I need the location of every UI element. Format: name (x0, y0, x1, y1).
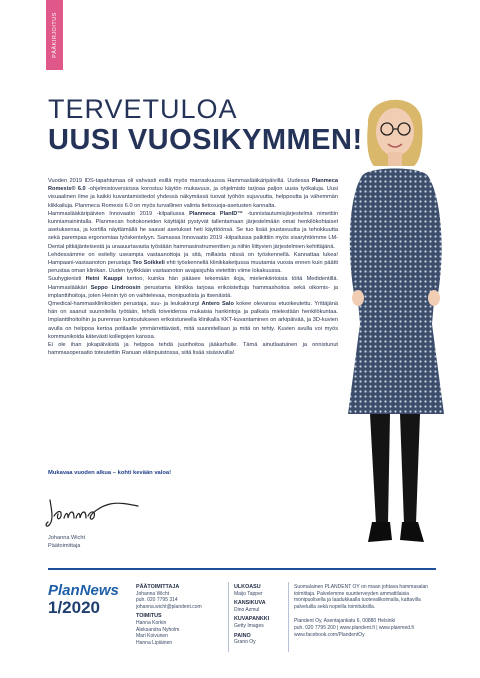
plannews-logo (48, 582, 119, 618)
company-description: Suomalainen PLANDENT OY on maan johtava hammasalan toimittaja. Palvelemme suunterveyden ammattilaisia monipuolisella ja laadukkaalla tuotevalikoimalla, kattavilla palveluilla sekä nopeilla toimituksilla. (294, 584, 429, 610)
footer-divider (48, 568, 436, 570)
signature-role: Päätoimittaja (48, 543, 81, 549)
highlighted-name: Seppo Lindroosin (90, 284, 141, 291)
signature-block (48, 534, 85, 550)
paragraph-1: Vuoden 2019 IDS-tapahtumaa oli vahvasti esillä myös marraskuussa Hammaslääkäripäivillä. Uudessa Planmeca Romexis® 6.0 -ohjelmistoversiossa korostuu käytön mukavuus, ja ohjelmisto tarjoaa paljon uusia työkaluja. Uusi visuaalinen ilme ja kaikki kuvantamistiedot yhdessä näkymässä tuovat työhön sujuvuutta, helppoutta ja vähemmän klikkailuja. Planmeca Romexis 6.0 on myös turvallinen valinta tietosuoja-asetusten kannalta. (48, 178, 338, 209)
paragraph-6: Ei ole ihan jokapäiväistä ja helppoa tehdä juurihoitoa jääkarhulle. Tämä ainutlaatuinen ja onnistunut hammasoperaatio toteutettiin Ranuan eläinpuistossa, siitä lisää sisäsivuilla! (48, 342, 338, 357)
title-line-2: UUSI VUOSIKYMMEN! (48, 124, 363, 156)
editorial-line: Mari Koivunen (136, 633, 168, 640)
paragraph-2: Hammaslääkäripäivien Innovaatio 2019 -kilpailussa Planmeca PlanID™ -tunnistautumisjärjestelmä nimettiin kunniamainintalla. Planmecan hoitokoneiden käyttäjät pystyvät tallentamaan järjestelmään omat henkilökohtaiset asetuksensa, ja kortilla näyttämällä he saavat asetukset heti käyttöönsä. Se tuo lisää joustavuutta ja tehokkuutta sekä parempaa ergonomiaa työskentelyyn. Samassa Innovaatio 2019 -kilpailussa palkittiin myös sisaryhtiömme LM-Dental pitkäjänteisestä ja uraauurtavasta työstään hammasinstrumenttien ja niihin liittyvien järjestelmien kehittäjänä. (48, 210, 338, 250)
logo-news: News (79, 582, 119, 599)
highlighted-name: Antero Salo (201, 301, 234, 308)
highlighted-name: Planmeca Romexis® 6.0 (48, 178, 338, 193)
signature-image (44, 492, 144, 532)
portrait-photo (328, 84, 460, 564)
production-heading: PAINO (234, 632, 251, 639)
company-contact-line: puh. 020 7795 200 | www.plandent.fi | www.planmed.fi (294, 624, 414, 631)
article-body (48, 177, 338, 357)
production-line: Getty Images (234, 622, 264, 629)
footer-separator-1 (228, 582, 229, 652)
highlighted-name: Planmeca PlanID™ (189, 210, 243, 217)
logo-plan: Plan (48, 582, 80, 599)
closing-line: Mukavaa vuoden alkua – kohti kevään valoa! (48, 470, 172, 476)
editorial-line: puh. 020 7795 314 (136, 597, 178, 604)
footer-separator-2 (288, 582, 289, 652)
editorial-line: johanna.wicht@plandent.com (136, 603, 202, 610)
footer-col-production (234, 584, 286, 646)
footer-col-company (294, 584, 440, 638)
editorial-line: Hanna Lipiäinen (136, 639, 173, 646)
paragraph-5: Qmedical-hammasklinikoiden perustaja, suu- ja leukakirurgi Antero Salo kokee olevansa etuoikeutettu. Yrittäjänä hän on saanut suunnitella työtään, tehdä toiveidensa mukaisia hankintoja ja palkata mielestään henkilökuntaa. Implanttihoitoihin ja purennan kuntoutukseen erikoistuneella klinikalla KKT-kuvantaminen on arkipäivää, ja 3D-kuvien avulla on helppoa kertoa potilaalle ymmärrettävästi, mitä suunnitellaan ja mitä on tehty. Kuvien avulla voi myös kommunikoida kätevästi kollegojen kanssa. (48, 301, 338, 340)
production-line: Grano Oy (234, 639, 256, 646)
paragraph-3: Lehdessämme on esitelty useampia vastaanottoja ja sitä, millaista niissä on työskennellä. Kannattaa lukea! Hampaani-vastaanoton perustaja Teo Soikkeli ehti työskennellä klinikkaketjussa muutamia vuosia ennen kuin päätti perustaa oman klinikan. Uuden tyylikkään vastaanoton avajaisjuhla vietettiin viime lokakuussa. (48, 251, 339, 275)
title-line-1: TERVETULOA (48, 94, 238, 124)
highlighted-name: Heini Kauppi (85, 276, 123, 283)
paragraph-4: Suuhygienisti Heini Kauppi kertoo, kuinka hän pääsee tekemään iloja, mielenkiintoisia töitä Medidentillä. Hammaslääkäri Seppo Lindroosin perustama klinikka tarjoaa erikoistettuja hammashoitoa sekä oikomis- ja implanttihoitoja, joten Heinin työ on vaihtelevaa, monipuolista ja itsenäistä. (48, 276, 339, 299)
issue-number: 1/2020 (48, 598, 100, 617)
section-tab (46, 0, 63, 70)
editorial-line: Aleksandra Nyholm (136, 626, 180, 633)
company-contact-line: Plandent Oy, Asentajankatu 6, 00880 Helsinki (294, 618, 396, 625)
signature-name: Johanna Wicht (48, 535, 86, 541)
production-heading: ULKOASU (234, 584, 261, 590)
editorial-line: Hanna Korkin (136, 619, 167, 626)
footer-col-editorial (136, 584, 226, 646)
production-line: Dino Azmul (234, 606, 260, 613)
production-heading: KANSIKUVA (234, 600, 266, 607)
editorial-heading: TOIMITUS (136, 613, 162, 620)
production-line: Maijo Tapper (234, 590, 263, 597)
editorial-heading: PÄÄTOIMITTAJA (136, 584, 180, 590)
editorial-line: Johanna Wicht (136, 590, 170, 597)
company-contacts (294, 618, 440, 638)
section-tab-label: PÄÄKIRJOITUS (51, 12, 58, 58)
highlighted-name: Teo Soikkeli (132, 260, 165, 267)
company-contact-line: www.facebook.com/PlandentOy (294, 631, 365, 638)
production-heading: KUVAPANKKI (234, 616, 270, 623)
